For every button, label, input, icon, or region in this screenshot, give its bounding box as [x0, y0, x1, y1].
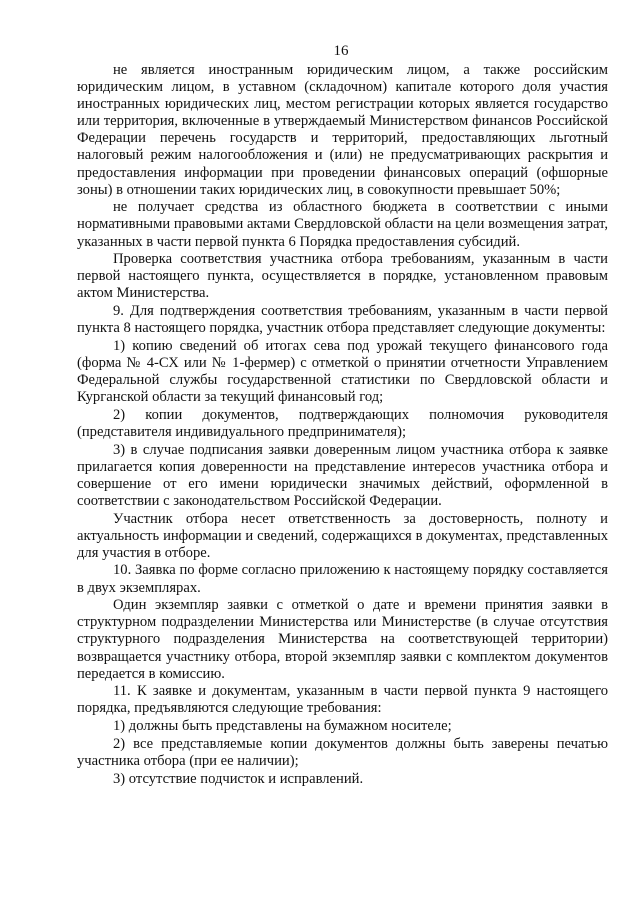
document-body	[77, 62, 608, 788]
paragraph-item-9: 9. Для подтверждения соответствия требованиям, указанным в части первой пункта 8 настоящего порядка, участник отбора представляет следующие документы:	[77, 303, 608, 337]
paragraph-item-10: 10. Заявка по форме согласно приложению к настоящему порядку составляется в двух экземплярах.	[77, 562, 608, 596]
page-number: 16	[333, 43, 349, 59]
paragraph-application-copy: Один экземпляр заявки с отметкой о дате и времени принятия заявки в структурном подразделении Министерства или Министерстве (в случае отсутствия структурного подразделения Министерства на соответствующей территории) возвращается участнику отбора, второй экземпляр заявки с комплектом документов передается в комиссию.	[77, 597, 608, 682]
list-item-paper-format: 1) должны быть представлены на бумажном носителе;	[113, 718, 452, 735]
paragraph-item-11: 11. К заявке и документам, указанным в части первой пункта 9 настоящего порядка, предъявляются следующие требования:	[77, 683, 608, 717]
paragraph-foreign-entity: не является иностранным юридическим лицом, а также российским юридическим лицом, в уставном (складочном) капитале которого доля участия иностранных юридических лиц, местом регистрации которых является государство или территория, включенные в утверждаемый Министерством финансов Российской Федерации перечень государств и территорий, предоставляющих льготный налоговый режим налогообложения и (или) не предусматривающих раскрытия и предоставления информации при проведении финансовых операций (офшорные зоны) в отношении таких юридических лиц, в совокупности превышает 50%;	[77, 62, 608, 198]
list-item-certified-copies: 2) все представляемые копии документов должны быть заверены печатью участника отбора (при ее наличии);	[77, 735, 608, 769]
paragraph-responsibility: Участник отбора несет ответственность за достоверность, полноту и актуальность информации и сведений, содержащихся в документах, представленных для участия в отборе.	[77, 510, 608, 561]
list-item-power-of-attorney: 3) в случае подписания заявки доверенным лицом участника отбора к заявке прилагается копия доверенности на представление интересов участника отбора и совершение от его имени юридически значимых действий, оформленной в соответствии с законодательством Российской Федерации.	[77, 441, 608, 509]
paragraph-regional-budget: не получает средства из областного бюджета в соответствии с иными нормативными правовыми актами Свердловской области на цели возмещения затрат, указанных в части первой пункта 6 Порядка предоставления субсидий.	[77, 199, 608, 250]
list-item-no-corrections: 3) отсутствие подчисток и исправлений.	[113, 770, 364, 787]
paragraph-compliance-check: Проверка соответствия участника отбора требованиям, указанным в части первой настоящего пункта, осуществляется в порядке, установленном правовым актом Министерства.	[77, 251, 608, 302]
list-item-authority-documents: 2) копии документов, подтверждающих полномочия руководителя (представителя индивидуального предпринимателя);	[77, 406, 608, 440]
list-item-sowing-report: 1) копию сведений об итогах сева под урожай текущего финансового года (форма № 4-СХ или № 1-фермер) с отметкой о принятии отчетности Управлением Федеральной службы государственной статистики по Свердловской области и Курганской области за текущий финансовый год;	[77, 337, 608, 406]
